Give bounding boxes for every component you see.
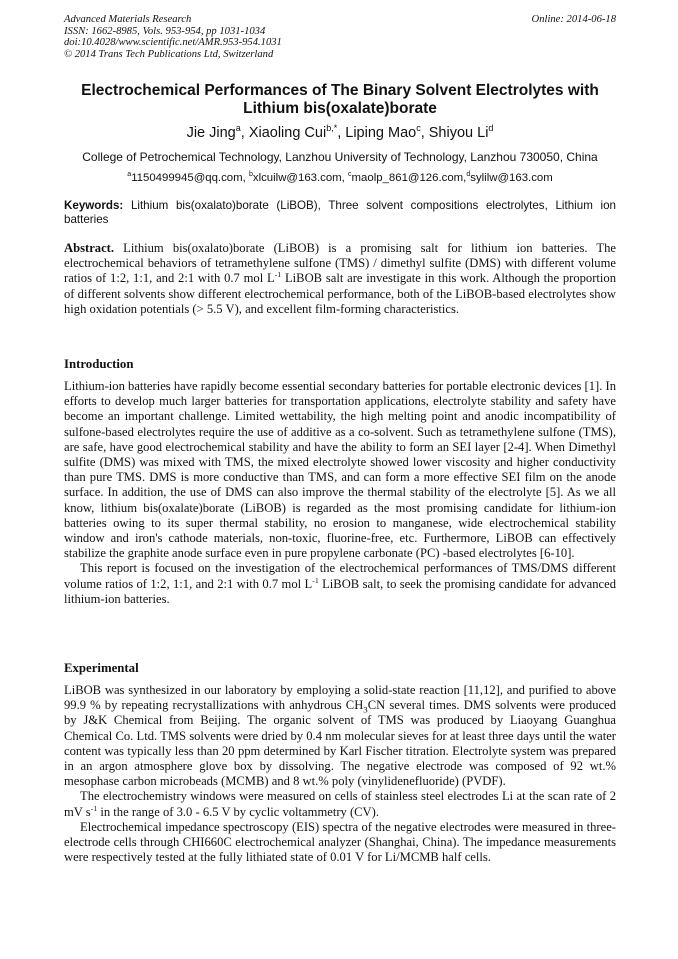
exp-p1-text: LiBOB was synthesized in our laboratory by employing a solid-state reaction [11,12], and purified to above 99.9 % by repeating recrystallizations with anhydrous CH xyxy=(64,683,616,713)
intro-p2-text: This report is focused on the investigation of the electrochemical performances of TMS/DMS different volume ratios of 1:2, 1:1, and 2:1 with 0.7 mol L xyxy=(64,561,616,591)
exp-p2-text: The electrochemistry windows were measured on cells of stainless steel electrodes Li at the scan rate of 2 mV s xyxy=(64,789,616,819)
author-name: Liping Mao xyxy=(345,125,417,141)
author-name: Shiyou Li xyxy=(428,125,489,141)
intro-paragraph-1: Lithium-ion batteries have rapidly become essential secondary batteries for portable electronic devices [1]. In efforts to develop much larger batteries for transportation applications, electrolyte stability and safety have become an important challenge. Limited wettability, the high melting point and anodic incompatibility of sulfone-based electrolytes require the use of additive as a co-solvent. Such as tetramethylene sulfone (TMS), are safe, have good electrochemical stability and have the ability to form an SEI layer [2-4]. When Dimethyl sulfite (DMS) was mixed with TMS, the mixed electrolyte showed lower viscosity and higher conductivity than pure TMS. DMS is more conductive than TMS, and can form a more effective SEI film on the anode surface. In addition, the use of DMS can also improve the thermal stability of the electrolyte [5]. As we all know, lithium bis(oxalate)borate (LiBOB) is regarded as the most promising candidate for lithium-ion batteries owing to its super thermal stability, no erosion to manganese, wide electrochemical stability window and iron's cathode materials, non-toxic, fluorine-free, etc. Furthermore, LiBOB can effectively stabilize the graphite anode surface even in pure propylene carbonate (PC) -based electrolytes [6-10]. xyxy=(64,379,616,561)
abstract-text-cont: LiBOB salt are investigate in this work. Although the proportion of different solvents show different electrochemical performance, both of the LiBOB-based electrolytes show high oxidation potentials (> 5.5 V), and excellent film-forming characteristics. xyxy=(64,271,616,316)
author-name: Jie Jing xyxy=(186,125,236,141)
email-list: $^a$1150499945@qq.com, $^b$xlcuilw@163.com, $^c$maolp_861@126.com,$^d$sylilw@163.com xyxy=(127,171,553,184)
email-address: maolp_861@126.com xyxy=(351,172,464,184)
keywords-label: Keywords: xyxy=(64,199,124,212)
online-date: Online: 2014-06-18 xyxy=(531,14,616,25)
exp-paragraph-3: Electrochemical impedance spectroscopy (EIS) spectra of the negative electrodes were measured in three-electrode cells through CHI660C electrochemical analyzer (Shanghai, China). The impedance measurements were respectively tested at the fully lithiated state of 0.01 V for Li/MCMB half cells. xyxy=(64,819,616,865)
abstract xyxy=(64,241,616,317)
experimental-body xyxy=(64,683,616,865)
email-sup: d xyxy=(466,171,471,179)
author-list: Jie Jing$^a$, Xiaoling Cui$^{b,*}$, Liping Mao$^c$, Shiyou Li$^d$ xyxy=(186,123,494,141)
title-line-2: Lithium bis(oxalate)borate xyxy=(243,100,437,117)
email-sup: c xyxy=(348,171,352,179)
email-address: 1150499945@qq.com xyxy=(131,172,243,184)
copyright-line: © 2014 Trans Tech Publications Ltd, Switzerland xyxy=(64,48,274,60)
intro-paragraph-2 xyxy=(64,561,616,607)
exp-p1-text-cont: CN several times. DMS solvents were produced by J&K Chemical from Beijing. The organic solvent of TMS was produced by Liaoyang Guanghua Chemical Co. Ltd. TMS solvents were dried by 0.4 nm molecular sieves for at least three days until the water content was typically less than 20 ppm determined by Karl Fischer titration. Electrolyte system was prepared in an argon atmosphere glove box by dissolving. The negative electrode was composed of 92 wt.% mesophase carbon microbeads (MCMB) and 8 wt.% poly (vinylidenefluoride) (PVDF). xyxy=(64,698,616,789)
email-address: xlcuilw@163.com xyxy=(252,172,342,184)
doi-line: doi:10.4028/www.scientific.net/AMR.953-954.1031 xyxy=(64,37,282,49)
author-sup: d xyxy=(488,123,494,134)
author-name: Xiaoling Cui xyxy=(248,125,327,141)
affiliation: College of Petrochemical Technology, Lanzhou University of Technology, Lanzhou 730050, China xyxy=(82,150,598,164)
email-sup: b xyxy=(248,171,253,179)
issn-line: ISSN: 1662-8985, Vols. 953-954, pp 1031-1034 xyxy=(64,25,266,37)
email-address: sylilw@163.com xyxy=(470,172,553,184)
introduction-body xyxy=(64,379,616,607)
author-sup: a xyxy=(235,123,241,134)
exp-p2-sup: -1 xyxy=(90,803,98,813)
email-sup: a xyxy=(127,171,132,179)
exp-p2-text-cont: in the range of 3.0 - 6.5 V by cyclic voltammetry (CV). xyxy=(97,804,379,819)
exp-p1-sub: 3 xyxy=(363,704,368,715)
keywords xyxy=(64,199,616,228)
exp-paragraph-2 xyxy=(64,789,616,819)
keywords-text: Lithium bis(oxalato)borate (LiBOB), Three solvent compositions electrolytes, Lithium ion batteries xyxy=(64,199,616,227)
journal-name: Advanced Materials Research xyxy=(64,14,192,25)
introduction-heading: Introduction xyxy=(64,357,134,371)
journal-header xyxy=(64,14,616,60)
title-line-1: Electrochemical Performances of The Binary Solvent Electrolytes with xyxy=(81,82,599,99)
paper-title xyxy=(64,82,616,118)
exp-paragraph-1 xyxy=(64,683,616,789)
intro-p2-sup: -1 xyxy=(312,575,319,585)
intro-p2-text-cont: LiBOB salt, to seek the promising candidate for advanced lithium-ion batteries. xyxy=(64,576,616,606)
abstract-sup: -1 xyxy=(274,270,282,280)
abstract-label: Abstract. xyxy=(64,241,115,255)
author-sup: b,* xyxy=(326,123,338,134)
abstract-text: Lithium bis(oxalato)borate (LiBOB) is a promising salt for lithium ion batteries. The electrochemical behaviors of tetramethylene sulfone (TMS) / dimethyl sulfite (DMS) with different volume ratios of 1:2, 1:1, and 2:1 with 0.7 mol L xyxy=(64,241,616,286)
experimental-heading: Experimental xyxy=(64,661,139,675)
author-sup: c xyxy=(416,123,421,134)
